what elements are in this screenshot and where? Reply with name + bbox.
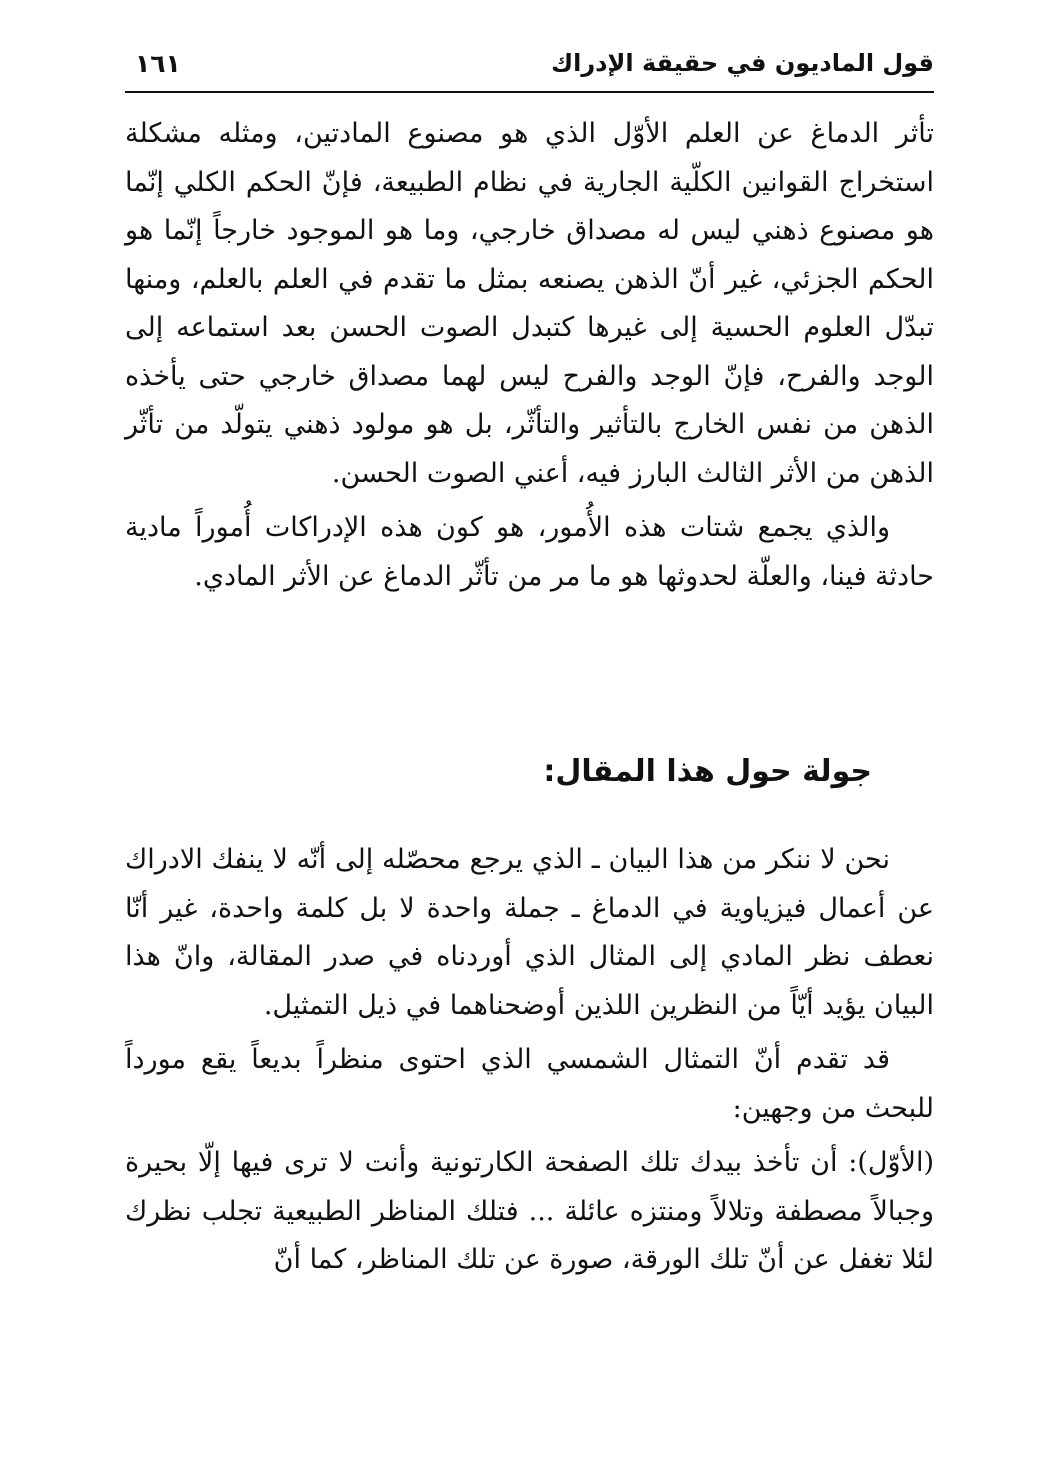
header-rule — [125, 91, 934, 93]
paragraph: (الأوّل): أن تأخذ بيدك تلك الصفحة الكارتونية وأنت لا ترى فيها إلّا بحيرة وجبالاً مصطفة وتلالاً ومنتزه عائلة ... فتلك المناظر الطبيعية تجلب نظرك لئلا تغفل عن أنّ تلك الورقة، صورة عن تلك المناظر، كما أنّ — [125, 1147, 934, 1275]
paragraph: والذي يجمع شتات هذه الأُمور، هو كون هذه الإدراكات أُموراً مادية حادثة فينا، والعلّة لحدوثها هو ما مر من تأثّر الدماغ عن الأثر المادي. — [125, 512, 934, 592]
page-number: ١٦١ — [135, 48, 181, 78]
header-title: قول الماديون في حقيقة الإدراك — [551, 49, 934, 77]
body-text-bottom — [125, 836, 934, 1285]
paragraph: نحن لا ننكر من هذا البيان ـ الذي يرجع محصّله إلى أنّه لا ينفك الادراك عن أعمال فيزياوية في الدماغ ـ جملة واحدة لا بل كلمة واحدة، غير أنّا نعطف نظر المادي إلى المثال الذي أوردناه في صدر المقالة، وانّ هذا البيان يؤيد أيّاً من النظرين اللذين أوضحناهما في ذيل التمثيل. — [125, 844, 934, 1021]
running-header — [125, 40, 934, 86]
paragraph: قد تقدم أنّ التمثال الشمسي الذي احتوى منظراً بديعاً يقع مورداً للبحث من وجهين: — [125, 1044, 934, 1124]
section-heading: جولة حول هذا المقال: — [543, 754, 872, 789]
body-text-top — [125, 110, 934, 601]
paragraph: تأثر الدماغ عن العلم الأوّل الذي هو مصنوع المادتين، ومثله مشكلة استخراج القوانين الكلّية الجارية في نظام الطبيعة، فإنّ الحكم الكلي إنّما هو مصنوع ذهني ليس له مصداق خارجي، وما هو الموجود خارجاً إنّما هو الحكم الجزئي، غير أنّ الذهن يصنعه بمثل ما تقدم في العلم بالعلم، ومنها تبدّل العلوم الحسية إلى غيرها كتبدل الصوت الحسن بعد استماعه إلى الوجد والفرح، فإنّ الوجد والفرح ليس لهما مصداق خارجي حتى يأخذه الذهن من نفس الخارج بالتأثير والتأثّر، بل هو مولود ذهني يتولّد من تأثّر الذهن من الأثر الثالث البارز فيه، أعني الصوت الحسن. — [125, 118, 934, 489]
